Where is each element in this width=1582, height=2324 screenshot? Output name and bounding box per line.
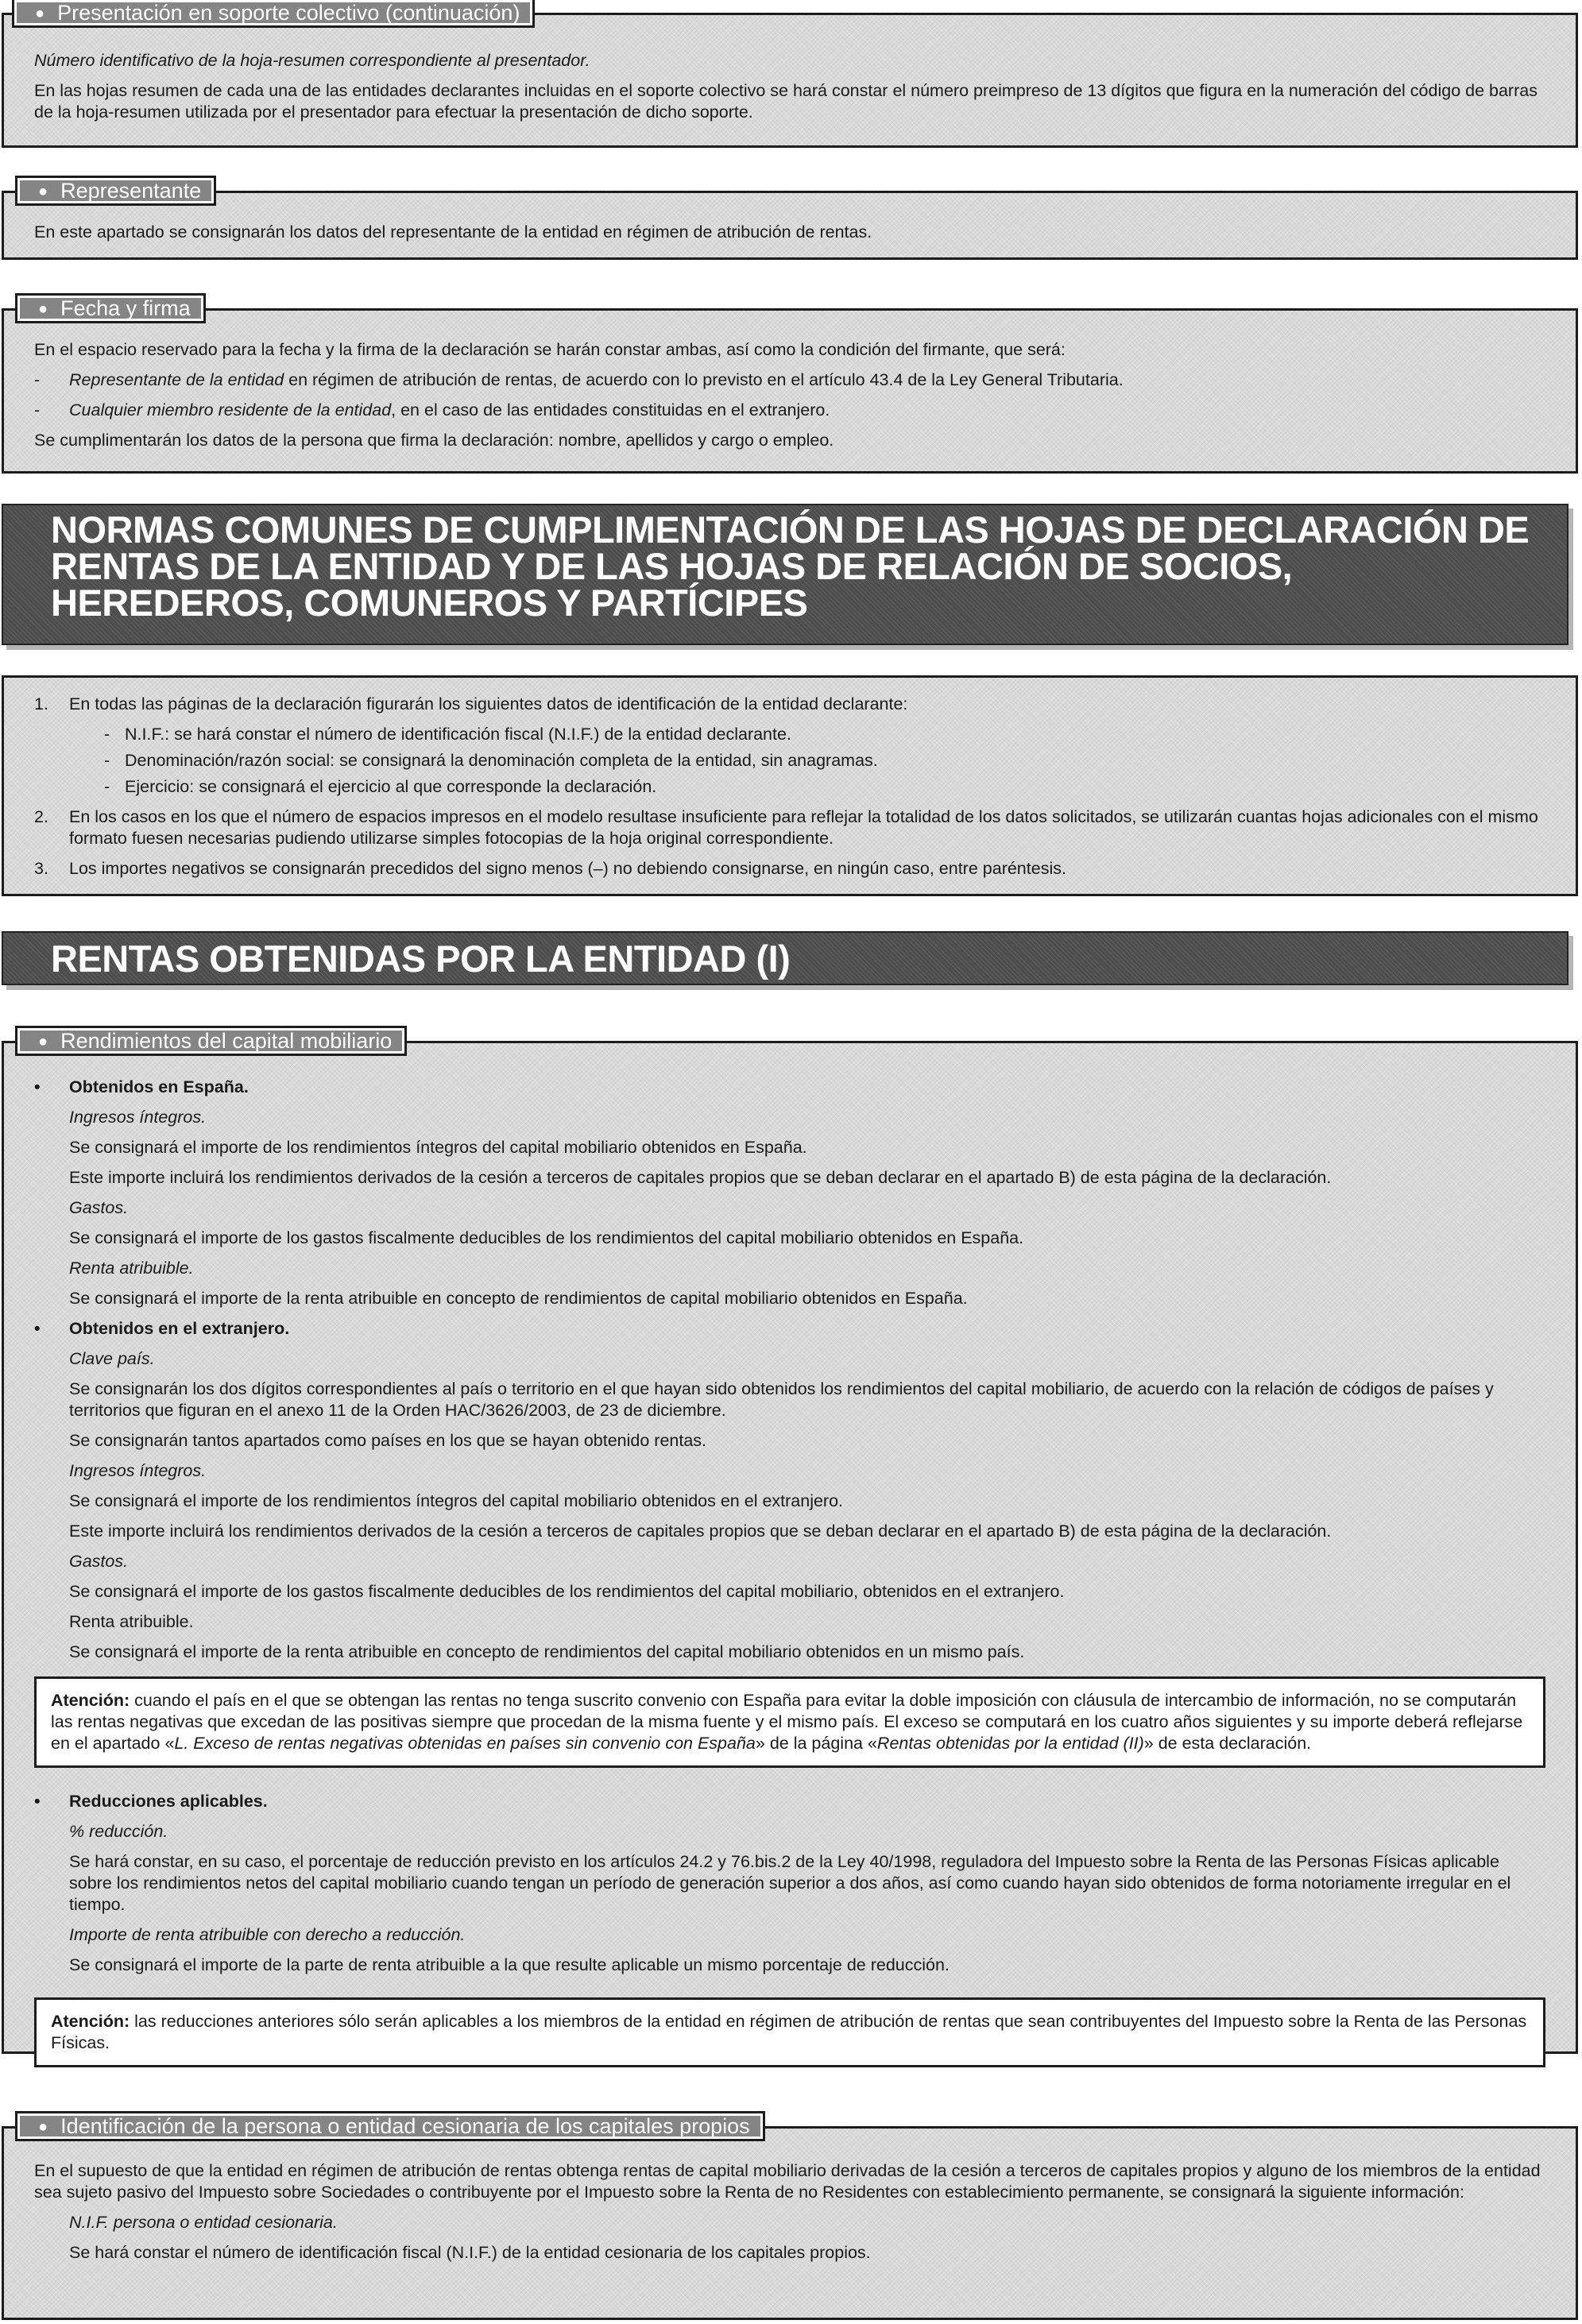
section-normas-comunes — [2, 675, 1578, 896]
section-tab — [15, 1026, 407, 1056]
bullet-item: • Obtenidos en España. — [34, 1077, 249, 1096]
paragraph: Se consignarán tantos apartados como países en los que se hayan obtenido rentas. — [69, 1431, 707, 1450]
heading-line: RENTAS DE LA ENTIDAD Y DE LAS HOJAS DE RELACIÓN DE SOCIOS, — [51, 545, 1293, 587]
paragraph: Se hará constar el número de identificación fiscal (N.I.F.) de la entidad cesionaria de los capitales propios. — [69, 2243, 871, 2262]
section-title: Identificación de la persona o entidad cesionaria de los capitales propios — [60, 2114, 750, 2138]
list-subitem: - Ejercicio: se consignará el ejercicio al que corresponde la declaración. — [104, 777, 657, 796]
paragraph: Se hará constar, en su caso, el porcentaje de reducción previsto en los artículos 24.2 y 76.bis.2 de la Ley 40/1998, reguladora del Impuesto sobre la Renta de las Personas Físicas aplicable sobre los rendimientos netos del capital mobiliario cuando tengan un período de generación superior a dos años, así como cuando hayan sido obtenidos de forma notoriamente irregular en el tiempo. — [69, 1852, 1511, 1914]
list-item: - Representante de la entidad en régimen de atribución de rentas, de acuerdo con lo previsto en el artículo 43.4 de la Ley General Tributaria. — [34, 370, 1124, 389]
section-representante — [2, 179, 1578, 260]
heading-normas-comunes — [2, 504, 1568, 645]
attention-note: Atención: las reducciones anteriores sólo serán aplicables a los miembros de la entidad en régimen de atribución de rentas que sean contribuyentes del Impuesto sobre la Renta de las Personas Físicas. — [34, 1997, 1545, 2067]
field-label: Gastos. — [69, 1198, 129, 1217]
paragraph: Se consignará el importe de la renta atribuible en concepto de rendimientos del capital mobiliario obtenidos en un mismo país. — [69, 1642, 1025, 1661]
list-item: 2. En los casos en los que el número de espacios impresos en el modelo resultase insuficiente para reflejar la totalidad de los datos solicitados, se utilizarán cuantas hojas adicionales con el mismo formato fuesen necesarias pudiendo utilizarse simples fotocopias de la hoja original correspondiente. — [34, 807, 1538, 848]
paragraph: Se consignará el importe de los rendimientos íntegros del capital mobiliario obtenidos en el extranjero. — [69, 1491, 844, 1510]
section-tab — [15, 293, 206, 323]
heading-line: RENTAS OBTENIDAS POR LA ENTIDAD (I) — [51, 938, 791, 980]
paragraph: Este importe incluirá los rendimientos derivados de la cesión a terceros de capitales propios que se deban declarar en el apartado B) de esta página de la declaración. — [69, 1522, 1332, 1541]
list-item: 1. En todas las páginas de la declaración figurarán los siguientes datos de identificación de la entidad declarante: — [34, 694, 908, 713]
field-label: Renta atribuible. — [69, 1612, 194, 1631]
section-tab — [15, 176, 216, 206]
field-label: N.I.F. persona o entidad cesionaria. — [69, 2213, 338, 2232]
bullet-item: • Obtenidos en el extranjero. — [34, 1319, 290, 1338]
attention-note: Atención: cuando el país en el que se obtengan las rentas no tenga suscrito convenio con España para evitar la doble imposición con cláusula de intercambio de información, no se computarán las rentas negativas que excedan de las positivas siempre que procedan de la misma fuente y el mismo país. El exceso se computará en los cuatro años siguientes y su importe deberá reflejarse en el apartado «L. Exceso de rentas negativas obtenidas en países sin convenio con España» de la página «Rentas obtenidas por la entidad (II)» de esta declaración. — [34, 1676, 1545, 1768]
section-title: Rendimientos del capital mobiliario — [60, 1029, 393, 1053]
paragraph: Se consignará el importe de la parte de renta atribuible a la que resulte aplicable un mismo porcentaje de reducción. — [69, 1955, 950, 1974]
paragraph: Se consignarán los dos dígitos correspondientes al país o territorio en el que hayan sido obtenidos los rendimientos del capital mobiliario, de acuerdo con la relación de códigos de países y territorios que figuran en el anexo 11 de la Orden HAC/3626/2003, de 23 de diciembre. — [69, 1379, 1494, 1420]
field-label: Importe de renta atribuible con derecho a reducción. — [69, 1925, 466, 1944]
bullet-icon: ● — [35, 5, 45, 22]
paragraph: Número identificativo de la hoja-resumen correspondiente al presentador. — [34, 51, 590, 70]
section-title: Representante — [60, 179, 202, 203]
bullet-item: • Reducciones aplicables. — [34, 1792, 268, 1811]
paragraph: Se consignará el importe de la renta atribuible en concepto de rendimientos de capital mobiliario obtenidos en España. — [69, 1289, 968, 1308]
section-tab — [15, 2111, 765, 2141]
list-item: 3. Los importes negativos se consignarán precedidos del signo menos (–) no debiendo consignarse, en ningún caso, entre paréntesis. — [34, 859, 1066, 878]
section-title: Presentación en soporte colectivo (continuación) — [57, 1, 520, 25]
bullet-icon: ● — [38, 1033, 48, 1050]
heading-line: HEREDEROS, COMUNEROS Y PARTÍCIPES — [51, 582, 808, 624]
heading-rentas-obtenidas — [2, 931, 1568, 985]
section-cesionaria-capitales-propios — [2, 2114, 1578, 2320]
section-title: Fecha y firma — [60, 296, 191, 320]
section-fecha-y-firma — [2, 296, 1578, 474]
list-subitem: - Denominación/razón social: se consignará la denominación completa de la entidad, sin anagramas. — [104, 751, 878, 770]
paragraph: En el supuesto de que la entidad en régimen de atribución de rentas obtenga rentas de capital mobiliario derivadas de la cesión a terceros de capitales propios y alguno de los miembros de la entidad sea sujeto pasivo del Impuesto sobre Sociedades o contribuyente por el Impuesto sobre la Renta de no Residentes con establecimiento permanente, se consignará la siguiente información: — [34, 2161, 1541, 2202]
field-label: Gastos. — [69, 1552, 129, 1571]
paragraph: Se consignará el importe de los gastos fiscalmente deducibles de los rendimientos del capital mobiliario obtenidos en España. — [69, 1228, 1024, 1247]
bullet-icon: ● — [38, 2118, 48, 2136]
section-presentacion-soporte-colectivo — [2, 1, 1578, 148]
paragraph: Se cumplimentarán los datos de la persona que firma la declaración: nombre, apellidos y cargo o empleo. — [34, 431, 834, 450]
section-tab — [12, 0, 535, 28]
field-label: Ingresos íntegros. — [69, 1461, 207, 1480]
paragraph: Se consignará el importe de los gastos fiscalmente deducibles de los rendimientos del capital mobiliario, obtenidos en el extranjero. — [69, 1582, 1065, 1601]
list-subitem: - N.I.F.: se hará constar el número de identificación fiscal (N.I.F.) de la entidad declarante. — [104, 725, 791, 744]
field-label: % reducción. — [69, 1822, 168, 1841]
field-label: Clave país. — [69, 1349, 155, 1368]
paragraph: Se consignará el importe de los rendimientos íntegros del capital mobiliario obtenidos en España. — [69, 1138, 807, 1157]
paragraph: En el espacio reservado para la fecha y la firma de la declaración se harán constar ambas, así como la condición del firmante, que será: — [34, 340, 1066, 359]
field-label: Ingresos íntegros. — [69, 1108, 207, 1127]
list-item: - Cualquier miembro residente de la entidad, en el caso de las entidades constituidas en el extranjero. — [34, 400, 830, 420]
field-label: Renta atribuible. — [69, 1259, 194, 1278]
bullet-icon: ● — [38, 183, 48, 200]
paragraph: Este importe incluirá los rendimientos derivados de la cesión a terceros de capitales propios que se deban declarar en el apartado B) de esta página de la declaración. — [69, 1168, 1332, 1187]
heading-line: NORMAS COMUNES DE CUMPLIMENTACIÓN DE LAS HOJAS DE DECLARACIÓN DE — [51, 508, 1530, 551]
paragraph: En las hojas resumen de cada una de las entidades declarantes incluidas en el soporte colectivo se hará constar el número preimpreso de 13 dígitos que figura en la numeración del código de barras de la hoja-resumen utilizada por el presentador para efectuar la presentación de dicho soporte. — [34, 81, 1538, 122]
section-rendimientos-capital-mobiliario — [2, 1029, 1578, 2054]
paragraph: En este apartado se consignarán los datos del representante de la entidad en régimen de atribución de rentas. — [34, 222, 872, 242]
bullet-icon: ● — [38, 300, 48, 318]
